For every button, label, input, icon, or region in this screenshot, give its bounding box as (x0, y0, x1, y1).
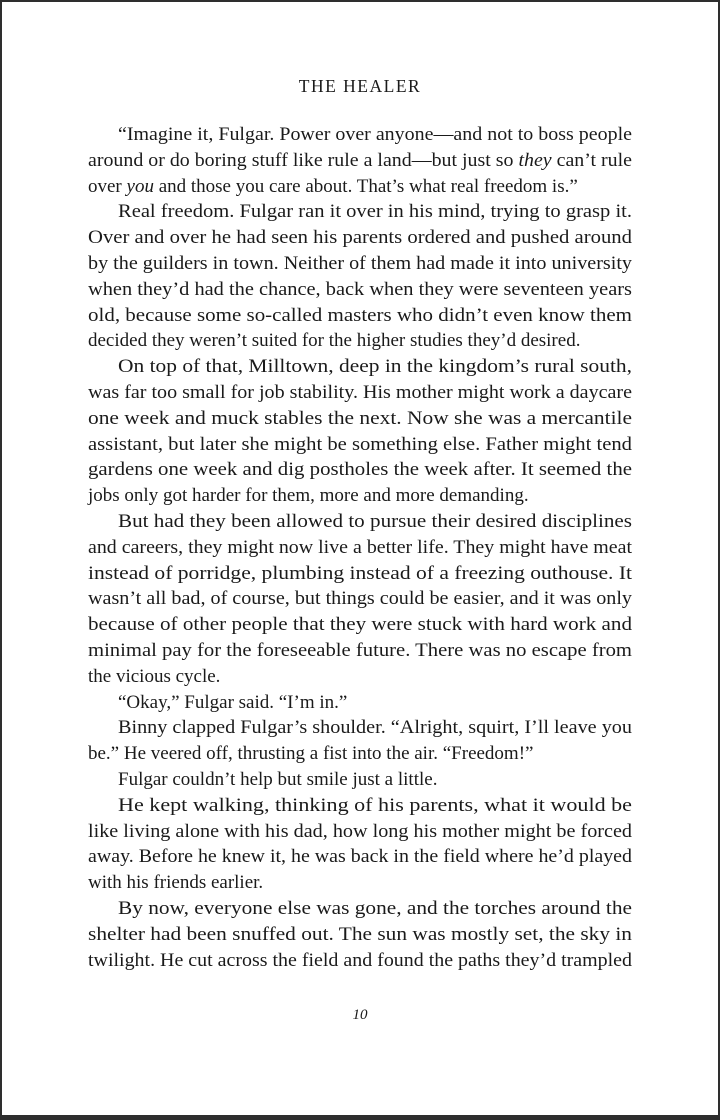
text-line: because of other people that they were stuck with hard work and (88, 614, 632, 636)
text-line: by the guilders in town. Neither of them had made it into university (88, 252, 632, 274)
text-line: around or do boring stuff like rule a land—but just so they can’t rule (88, 149, 632, 171)
text-line: old, because some so-called masters who didn’t even know them (88, 304, 632, 326)
text-line: jobs only got harder for them, more and more demanding. (88, 485, 529, 507)
text-line: one week and muck stables the next. Now she was a mercantile (88, 407, 632, 429)
book-page (2, 2, 718, 1115)
text-line: instead of porridge, plumbing instead of a freezing outhouse. It (88, 562, 632, 584)
paragraph (88, 690, 632, 716)
text-line: decided they weren’t suited for the higher studies they’d desired. (88, 330, 581, 352)
text-line: shelter had been snuffed out. The sun was mostly set, the sky in (88, 923, 632, 945)
text-line: Over and over he had seen his parents ordered and pushed around (88, 227, 632, 249)
text-line: with his friends earlier. (88, 872, 264, 894)
text-line: “Okay,” Fulgar said. “I’m in.” (118, 691, 348, 713)
text-line: “Imagine it, Fulgar. Power over anyone—and not to boss people (118, 124, 632, 145)
text-line: when they’d had the chance, back when they were seventeen years (88, 278, 632, 300)
text-line: away. Before he knew it, he was back in the field where he’d played (88, 846, 632, 868)
paragraph (88, 896, 632, 973)
text-line: twilight. He cut across the field and found the paths they’d trampled (88, 949, 632, 971)
text-line: But had they been allowed to pursue their desired disciplines (118, 510, 632, 532)
text-line: over you and those you care about. That’s what real freedom is.” (88, 175, 578, 197)
body-text (88, 122, 632, 973)
running-header: THE HEALER (298, 76, 422, 96)
paragraph (88, 793, 632, 896)
text-line: Real freedom. Fulgar ran it over in his mind, trying to grasp it. (118, 201, 632, 223)
text-line: like living alone with his dad, how long his mother might be forced (88, 820, 632, 842)
text-line: Fulgar couldn’t help but smile just a little. (118, 768, 438, 790)
text-line: was far too small for job stability. His mother might work a daycare (88, 381, 632, 403)
paragraph (88, 715, 632, 767)
text-line: Binny clapped Fulgar’s shoulder. “Alright, squirt, I’ll leave you (118, 717, 632, 739)
page-number: 10 (352, 1007, 368, 1024)
paragraph (88, 509, 632, 690)
text-line: On top of that, Milltown, deep in the kingdom’s rural south, (118, 356, 632, 378)
text-line: be.” He veered off, thrusting a fist into the air. “Freedom!” (88, 743, 534, 765)
text-line: He kept walking, thinking of his parents, what it would be (118, 794, 632, 816)
paragraph (88, 767, 632, 793)
paragraph (88, 354, 632, 509)
text-line: wasn’t all bad, of course, but things could be easier, and it was only (88, 588, 632, 610)
text-line: assistant, but later she might be something else. Father might tend (88, 433, 632, 455)
text-line: minimal pay for the foreseeable future. There was no escape from (88, 639, 632, 661)
text-line: the vicious cycle. (88, 665, 221, 687)
paragraph (88, 122, 632, 199)
paragraph (88, 199, 632, 354)
text-line: By now, everyone else was gone, and the torches around the (118, 897, 632, 919)
text-line: and careers, they might now live a better life. They might have meat (88, 536, 632, 558)
text-line: gardens one week and dig postholes the week after. It seemed the (88, 459, 632, 481)
